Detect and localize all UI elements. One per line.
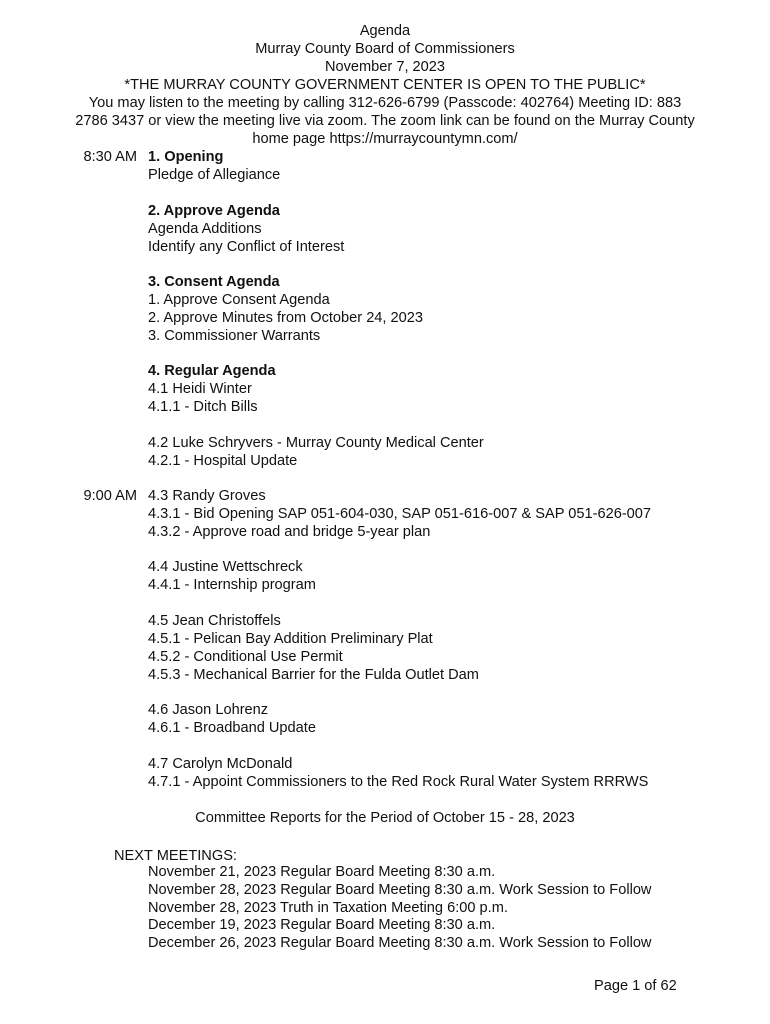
section-title-opening: 1. Opening bbox=[148, 149, 224, 165]
agenda-item: Pledge of Allegiance bbox=[148, 167, 281, 183]
list-item: November 21, 2023 Regular Board Meeting 8:30 a.m. bbox=[148, 864, 496, 880]
list-item: December 26, 2023 Regular Board Meeting 8:30 a.m. Work Session to Follow bbox=[148, 935, 652, 952]
agenda-item: 4.1 Heidi Winter bbox=[148, 381, 252, 397]
agenda-item: 4.3 Randy Groves bbox=[148, 488, 266, 504]
listen-info-line-3[interactable]: home page https://murraycountymn.com/ bbox=[252, 131, 518, 147]
agenda-item: 4.2 Luke Schryvers - Murray County Medical Center bbox=[148, 435, 484, 451]
agenda-item: 4.4.1 - Internship program bbox=[148, 577, 316, 593]
agenda-item: 4.3.1 - Bid Opening SAP 051-604-030, SAP 051-616-007 & SAP 051-626-007 bbox=[148, 506, 652, 522]
listen-info-line-1: You may listen to the meeting by calling 312-626-6799 (Passcode: 402764) Meeting ID: 883 bbox=[88, 95, 682, 111]
agenda-item: 4.4 Justine Wettschreck bbox=[148, 559, 303, 575]
agenda-item: 4.7 Carolyn McDonald bbox=[148, 756, 293, 772]
board-name: Murray County Board of Commissioners bbox=[255, 41, 515, 57]
agenda-item: 4.7.1 - Appoint Commissioners to the Red Rock Rural Water System RRRWS bbox=[148, 774, 649, 790]
agenda-item: 3. Commissioner Warrants bbox=[148, 328, 321, 344]
committee-reports: Committee Reports for the Period of October 15 - 28, 2023 bbox=[195, 810, 575, 826]
time-label: 8:30 AM bbox=[83, 149, 137, 165]
next-meetings-title: NEXT MEETINGS: bbox=[114, 848, 237, 864]
section-title-approve-agenda: 2. Approve Agenda bbox=[148, 203, 280, 219]
agenda-item: 2. Approve Minutes from October 24, 2023 bbox=[148, 310, 424, 326]
listen-info-line-2: 2786 3437 or view the meeting live via zoom. The zoom link can be found on the Murray County bbox=[75, 113, 695, 129]
agenda-item: 1. Approve Consent Agenda bbox=[148, 292, 330, 308]
agenda-item: Identify any Conflict of Interest bbox=[148, 239, 345, 255]
agenda-item: 4.5.3 - Mechanical Barrier for the Fulda Outlet Dam bbox=[148, 667, 479, 683]
agenda-header bbox=[40, 22, 730, 148]
public-notice: *THE MURRAY COUNTY GOVERNMENT CENTER IS OPEN TO THE PUBLIC* bbox=[124, 77, 646, 93]
agenda-item: Agenda Additions bbox=[148, 221, 262, 237]
section-title-regular-agenda: 4. Regular Agenda bbox=[148, 363, 276, 379]
document-title: Agenda bbox=[359, 23, 411, 39]
list-item: November 28, 2023 Truth in Taxation Meeting 6:00 p.m. bbox=[148, 899, 508, 916]
section-title-consent-agenda: 3. Consent Agenda bbox=[148, 274, 280, 290]
meeting-date: November 7, 2023 bbox=[324, 59, 446, 75]
list-item: November 28, 2023 Regular Board Meeting 8:30 a.m. Work Session to Follow bbox=[148, 881, 652, 898]
page-number: Page 1 of 62 bbox=[594, 978, 677, 994]
agenda-item: 4.5.2 - Conditional Use Permit bbox=[148, 649, 343, 665]
list-item: December 19, 2023 Regular Board Meeting 8:30 a.m. bbox=[148, 917, 496, 934]
agenda-item: 4.6 Jason Lohrenz bbox=[148, 702, 269, 718]
time-label: 9:00 AM bbox=[83, 488, 137, 504]
agenda-item: 4.1.1 - Ditch Bills bbox=[148, 399, 258, 415]
agenda-item: 4.2.1 - Hospital Update bbox=[148, 453, 298, 469]
agenda-item: 4.5.1 - Pelican Bay Addition Preliminary Plat bbox=[148, 631, 433, 647]
agenda-item: 4.3.2 - Approve road and bridge 5-year plan bbox=[148, 524, 431, 540]
next-meetings-list bbox=[148, 864, 651, 953]
agenda-item: 4.5 Jean Christoffels bbox=[148, 613, 281, 629]
agenda-item: 4.6.1 - Broadband Update bbox=[148, 720, 316, 736]
